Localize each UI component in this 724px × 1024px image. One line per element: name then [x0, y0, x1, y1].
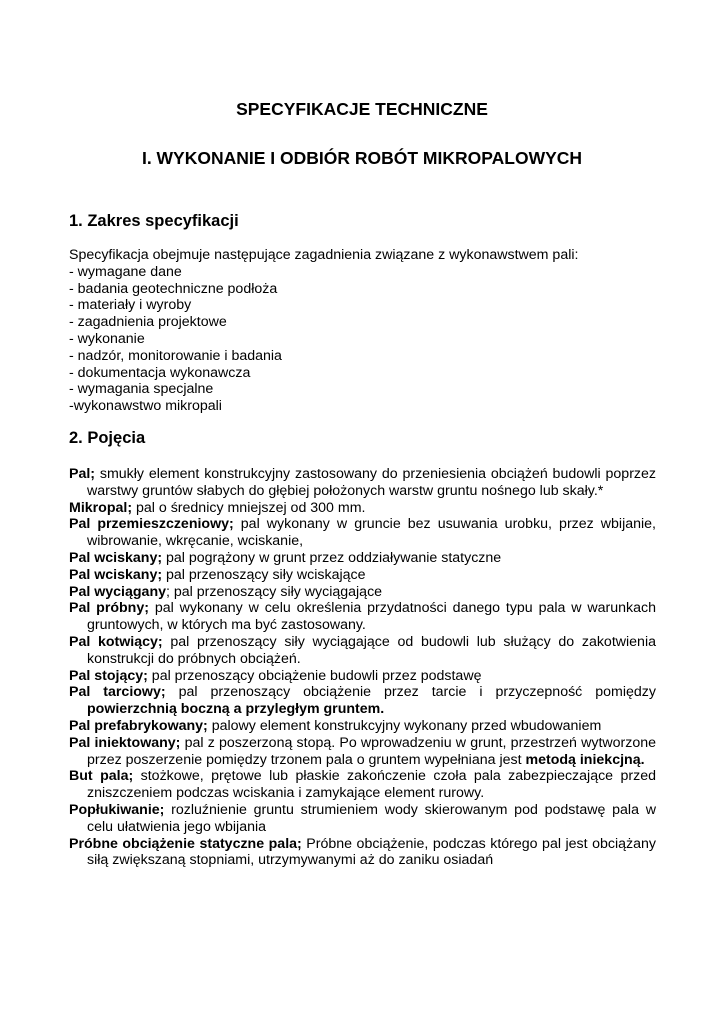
definition-item	[69, 500, 656, 517]
definition-term: Pal prefabrykowany;	[69, 717, 208, 734]
definition-text: pal pogrążony w grunt przez oddziaływanie statyczne	[162, 549, 502, 566]
scope-item: - wymagania specjalne	[69, 381, 214, 398]
definition-item	[69, 584, 656, 601]
definition-text: pal o średnicy mniejszej od 300 mm.	[132, 499, 366, 516]
definition-text: pal przenoszący siły wciskające	[162, 566, 366, 583]
definition-item	[69, 684, 656, 718]
definition-text: ; pal przenoszący siły wyciągające	[166, 583, 383, 600]
definition-bold-tail: powierzchnią boczną a przyległym gruntem.	[87, 701, 385, 718]
definition-text: pal wykonany w gruncie bez usuwania urobku, przez wbijanie, wibrowanie, wkręcanie, wciskanie,	[87, 516, 656, 550]
definition-term: Próbne obciążenie statyczne pala;	[69, 835, 302, 852]
scope-item: - wykonanie	[69, 330, 145, 347]
definition-item	[69, 802, 656, 836]
definition-item	[69, 550, 656, 567]
definition-item	[69, 836, 656, 870]
definition-item	[69, 466, 656, 500]
definition-text: rozluźnienie gruntu strumieniem wody skierowanym pod podstawę pala w celu ułatwienia jego wbijania	[87, 801, 656, 835]
definition-text: pal przenoszący obciążenie przez tarcie i przyczepność pomiędzy	[165, 684, 656, 701]
definition-term: Popłukiwanie;	[69, 801, 165, 818]
definitions-list	[69, 466, 656, 869]
scope-item: - materiały i wyroby	[69, 297, 192, 314]
definition-text: pal przenoszący siły wyciągające od budowli lub służący do zakotwienia konstrukcji do próbnych obciążeń.	[87, 633, 656, 667]
scope-item: - dokumentacja wykonawcza	[69, 364, 251, 381]
definition-term: Pal wciskany;	[69, 566, 163, 583]
definition-text: smukły element konstrukcyjny zastosowany do przeniesienia obciążeń budowli poprzez warstwy gruntów słabych do głębiej położonych warstw gruntu nośnego lub skały.*	[87, 466, 656, 499]
definition-term: Mikropal;	[69, 499, 133, 516]
definition-text: pal wykonany w celu określenia przydatności danego typu pala w warunkach gruntowych, w których ma być zastosowany.	[87, 600, 656, 634]
definition-item	[69, 600, 656, 634]
definition-term: Pal kotwiący;	[69, 633, 163, 650]
definition-item	[69, 768, 656, 802]
definition-bold-tail: metodą iniekcjną.	[525, 751, 645, 768]
definition-term: But pala;	[69, 768, 134, 785]
definition-text: pal z poszerzoną stopą. Po wprowadzeniu w grunt, przestrzeń wytworzone przez poszerzenie pomiędzy trzonem pala o gruntem wypełniana jest	[87, 734, 657, 768]
definition-item	[69, 516, 656, 550]
section-1-heading: 1. Zakres specyfikacji	[69, 212, 239, 230]
definition-term: Pal;	[69, 466, 96, 482]
definition-item	[69, 567, 656, 584]
section-2-heading: 2. Pojęcia	[69, 429, 146, 447]
definition-term: Pal iniektowany;	[69, 734, 181, 751]
scope-item: - zagadnienia projektowe	[69, 314, 227, 331]
definition-term: Pal stojący;	[69, 667, 148, 684]
scope-item: - badania geotechniczne podłoża	[69, 280, 278, 297]
definition-term: Pal wyciągany	[69, 583, 166, 600]
definition-item	[69, 735, 656, 769]
scope-item: - wymagane dane	[69, 263, 182, 280]
definition-text: stożkowe, prętowe lub płaskie zakończenie czoła pala zabezpieczające przed zniszczeniem podczas wciskania i zamykające element rurowy.	[87, 768, 657, 802]
scope-intro: Specyfikacja obejmuje następujące zagadnienia związane z wykonawstwem pali:	[69, 247, 579, 263]
definition-term: Pal próbny;	[69, 600, 149, 617]
definition-item	[69, 668, 656, 685]
scope-item: - nadzór, monitorowanie i badania	[69, 347, 282, 364]
definition-term: Pal wciskany;	[69, 549, 163, 566]
document-title: SPECYFIKACJE TECHNICZNE	[236, 99, 488, 119]
document-subtitle: I. WYKONANIE I ODBIÓR ROBÓT MIKROPALOWYCH	[141, 148, 583, 168]
definition-term: Pal przemieszczeniowy;	[69, 516, 234, 533]
definition-text: pal przenoszący obciążenie budowli przez podstawę	[147, 667, 482, 684]
definition-item	[69, 634, 656, 668]
definition-text: Próbne obciążenie, podczas którego pal jest obciążany siłą zwiększaną stopniami, utrzymywanymi aż do zaniku osiadań	[87, 835, 657, 869]
definition-text: palowy element konstrukcyjny wykonany przed wbudowaniem	[207, 717, 602, 734]
scope-item: -wykonawstwo mikropali	[69, 398, 222, 415]
definition-term: Pal tarciowy;	[69, 684, 166, 701]
definition-item	[69, 718, 656, 735]
scope-list	[69, 247, 669, 415]
